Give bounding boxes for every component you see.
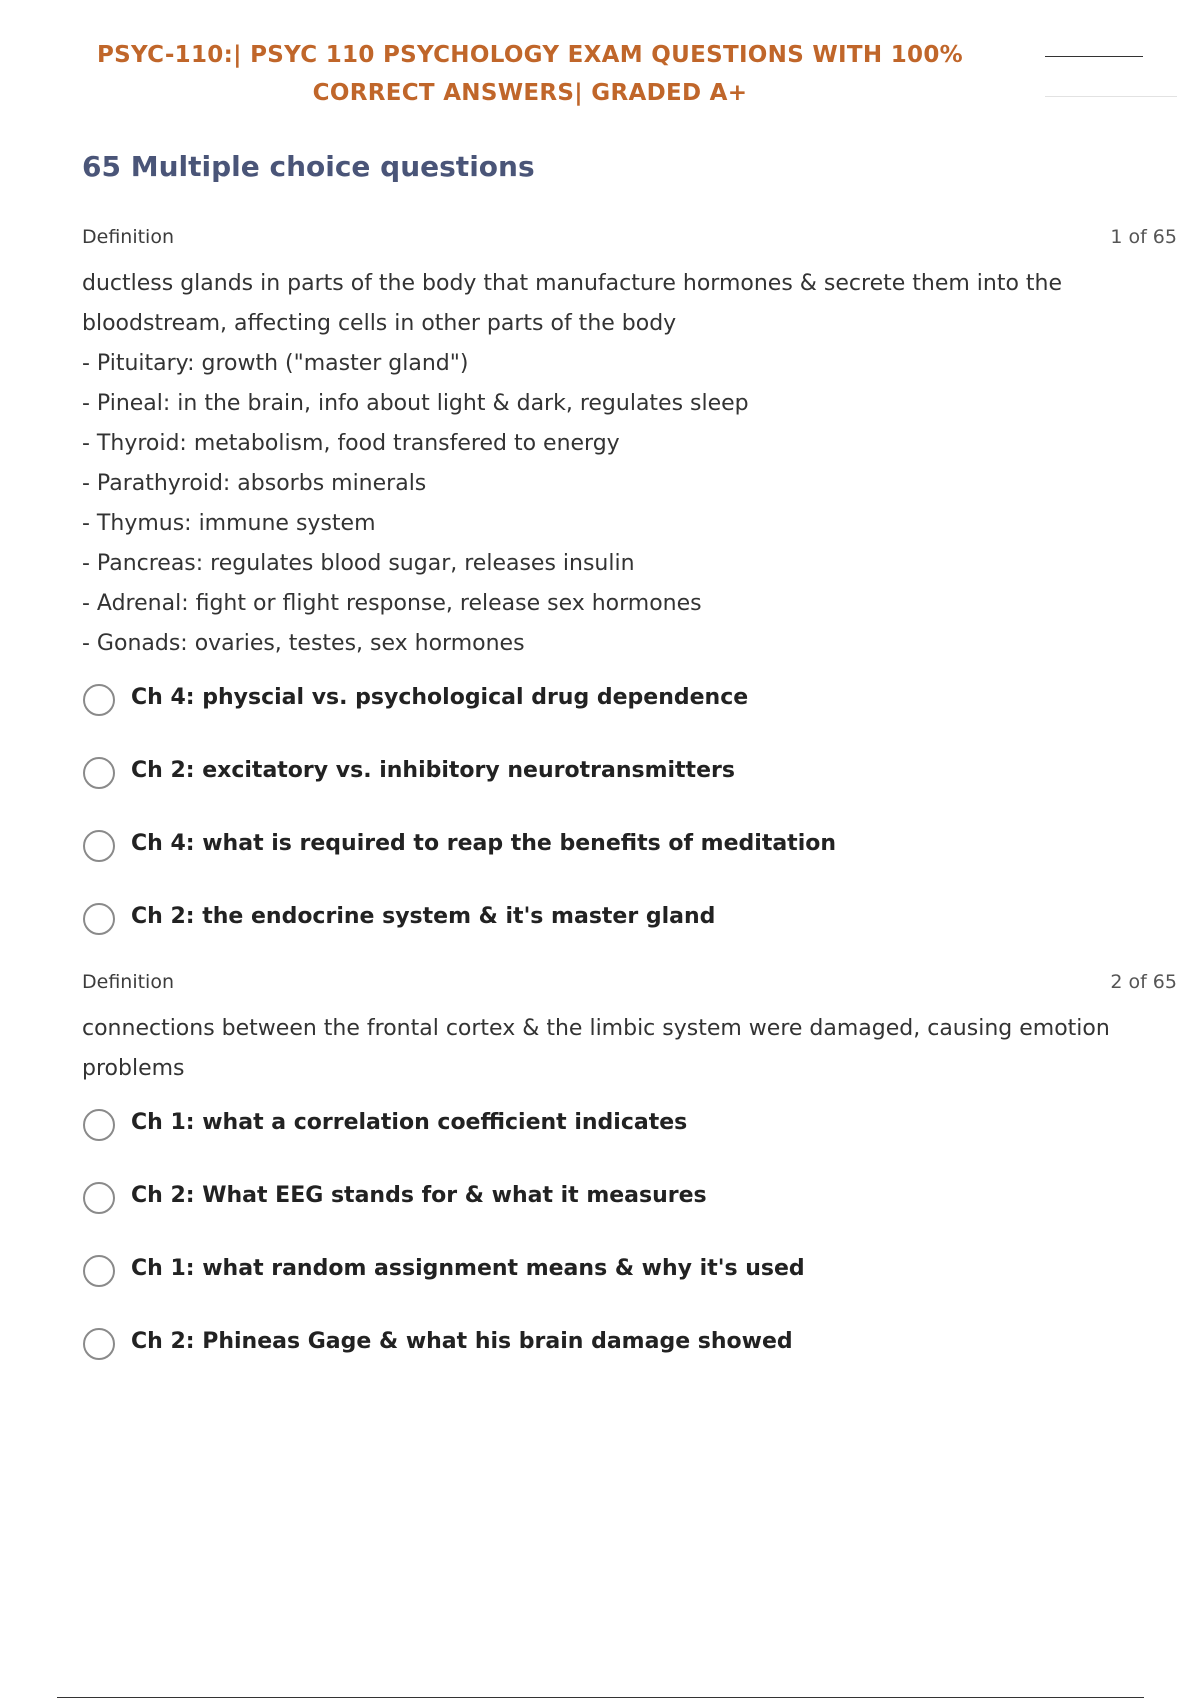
question-text-line: - Pituitary: growth ("master gland") bbox=[82, 351, 469, 376]
footer-rule bbox=[57, 1697, 1144, 1698]
answer-option-label[interactable]: Ch 2: What EEG stands for & what it measures bbox=[131, 1183, 707, 1208]
question-text-line: - Pineal: in the brain, info about light & dark, regulates sleep bbox=[82, 391, 749, 416]
question-text-line: connections between the frontal cortex & the limbic system were damaged, causing emotion bbox=[82, 1016, 1110, 1041]
answer-option-label[interactable]: Ch 1: what a correlation coefficient indicates bbox=[131, 1110, 688, 1135]
document-title-line-2: CORRECT ANSWERS| GRADED A+ bbox=[312, 80, 748, 106]
question-counter: 2 of 65 bbox=[1110, 971, 1177, 993]
document-title bbox=[60, 36, 1000, 112]
quiz-heading: 65 Multiple choice questions bbox=[82, 150, 535, 183]
answer-option-label[interactable]: Ch 2: Phineas Gage & what his brain damage showed bbox=[131, 1329, 793, 1354]
question-text bbox=[82, 1009, 1112, 1089]
question-header bbox=[82, 226, 1177, 256]
radio-button[interactable] bbox=[83, 684, 115, 716]
question-card bbox=[82, 226, 1177, 974]
answer-option[interactable] bbox=[82, 755, 1177, 828]
radio-button[interactable] bbox=[83, 830, 115, 862]
question-text-line: - Parathyroid: absorbs minerals bbox=[82, 471, 427, 496]
header-rule bbox=[1045, 56, 1143, 57]
question-text-line: - Pancreas: regulates blood sugar, releases insulin bbox=[82, 551, 635, 576]
answer-option-label[interactable]: Ch 1: what random assignment means & why it's used bbox=[131, 1256, 805, 1281]
answer-option[interactable] bbox=[82, 682, 1177, 755]
radio-button[interactable] bbox=[83, 1255, 115, 1287]
answer-option-label[interactable]: Ch 2: the endocrine system & it's master gland bbox=[131, 904, 716, 929]
question-text bbox=[82, 264, 1112, 664]
answer-option[interactable] bbox=[82, 1180, 1177, 1253]
question-text-line: ductless glands in parts of the body that manufacture hormones & secrete them into the bbox=[82, 271, 1063, 296]
answer-options bbox=[82, 682, 1177, 974]
answer-options bbox=[82, 1107, 1177, 1399]
header-rule-light bbox=[1045, 96, 1177, 97]
radio-button[interactable] bbox=[83, 1328, 115, 1360]
question-text-line: bloodstream, affecting cells in other parts of the body bbox=[82, 311, 677, 336]
document-title-line-1: PSYC-110:| PSYC 110 PSYCHOLOGY EXAM QUESTIONS WITH 100% bbox=[96, 42, 964, 68]
answer-option[interactable] bbox=[82, 1107, 1177, 1180]
question-counter: 1 of 65 bbox=[1110, 226, 1177, 248]
answer-option[interactable] bbox=[82, 901, 1177, 974]
question-label: Definition bbox=[82, 971, 175, 993]
radio-button[interactable] bbox=[83, 1182, 115, 1214]
question-text-line: problems bbox=[82, 1056, 185, 1081]
question-text-line: - Gonads: ovaries, testes, sex hormones bbox=[82, 631, 525, 656]
radio-button[interactable] bbox=[83, 1109, 115, 1141]
answer-option-label[interactable]: Ch 4: physcial vs. psychological drug dependence bbox=[131, 685, 749, 710]
question-text-line: - Thyroid: metabolism, food transfered to energy bbox=[82, 431, 620, 456]
radio-button[interactable] bbox=[83, 903, 115, 935]
question-text-line: - Adrenal: fight or flight response, release sex hormones bbox=[82, 591, 702, 616]
radio-button[interactable] bbox=[83, 757, 115, 789]
answer-option[interactable] bbox=[82, 1253, 1177, 1326]
question-card bbox=[82, 971, 1177, 1399]
question-label: Definition bbox=[82, 226, 175, 248]
answer-option[interactable] bbox=[82, 1326, 1177, 1399]
answer-option-label[interactable]: Ch 2: excitatory vs. inhibitory neurotransmitters bbox=[131, 758, 735, 783]
question-text-line: - Thymus: immune system bbox=[82, 511, 376, 536]
answer-option[interactable] bbox=[82, 828, 1177, 901]
answer-option-label[interactable]: Ch 4: what is required to reap the benefits of meditation bbox=[131, 831, 837, 856]
question-header bbox=[82, 971, 1177, 1001]
